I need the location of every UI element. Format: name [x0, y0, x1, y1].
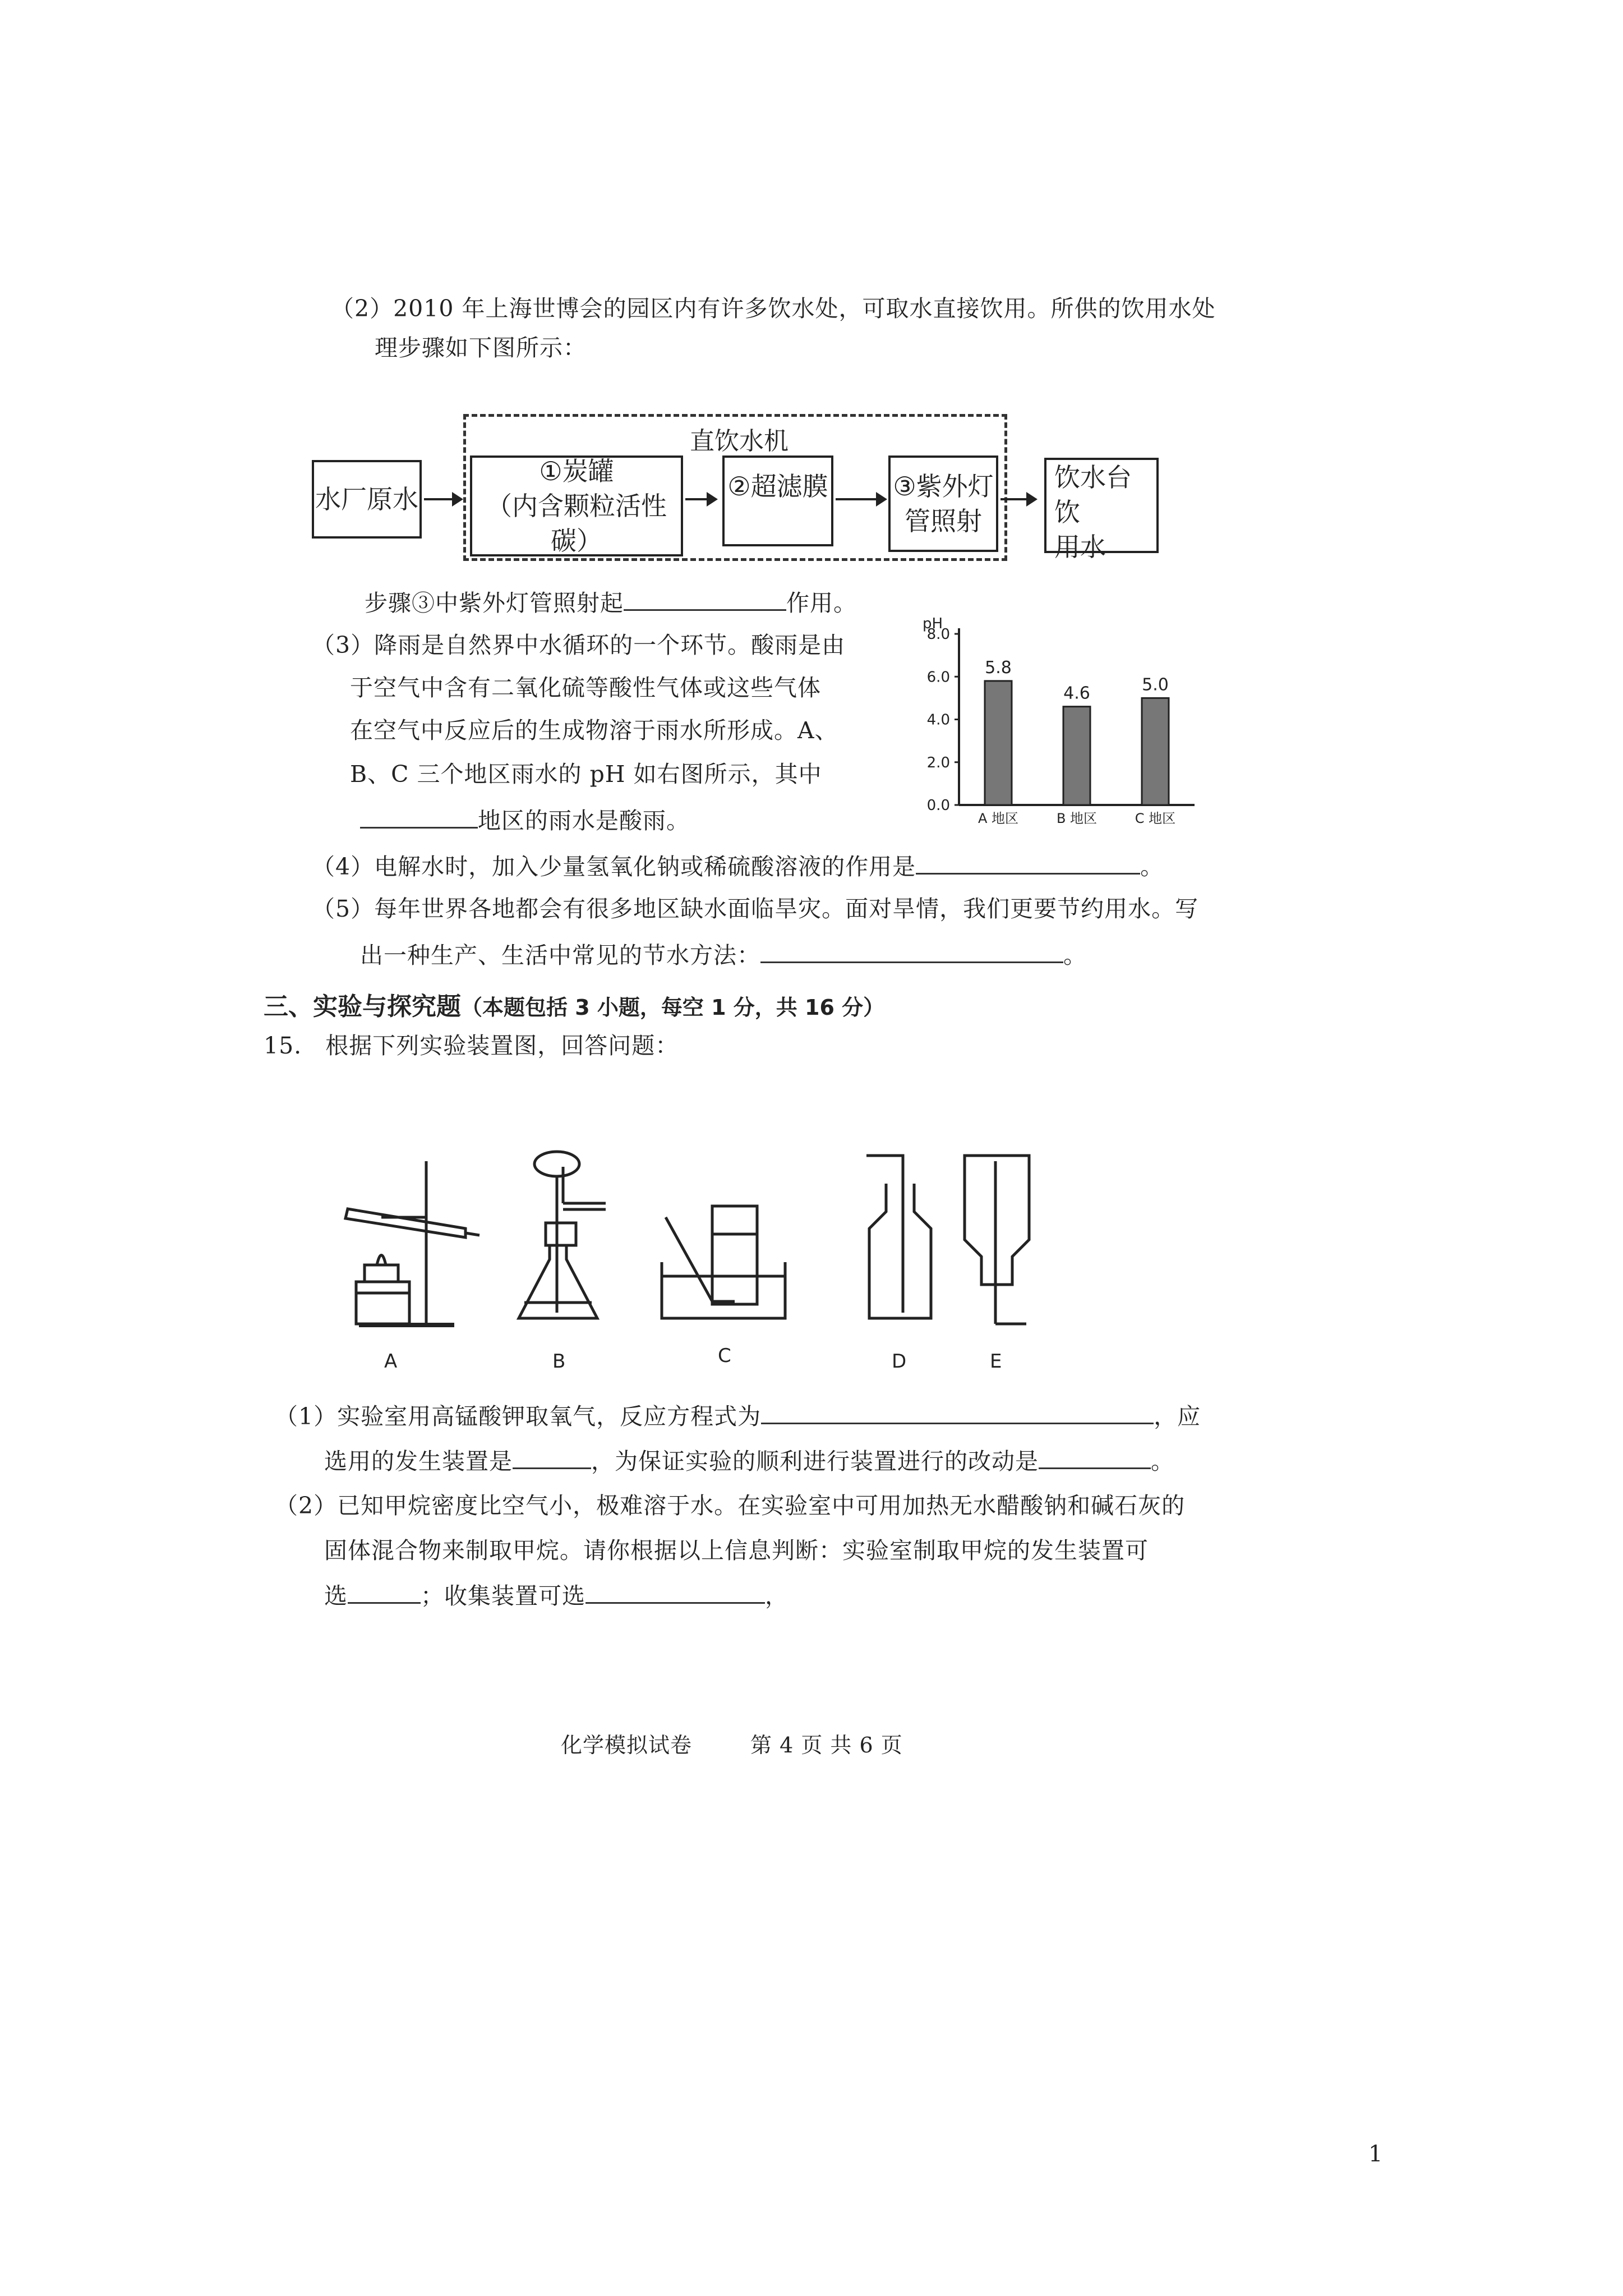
section3-heading [264, 986, 884, 1022]
q14-acid-rain-blank[interactable] [360, 808, 478, 829]
y-axis-label: pH [923, 615, 943, 632]
flow-step3-box [888, 455, 998, 552]
y-tick-label: 4.0 [926, 711, 950, 729]
q14-part4-prefix: （4）电解水时，加入少量氢氧化钠或稀硫酸溶液的作用是 [312, 853, 916, 880]
machine-label: 直饮水机 [690, 427, 789, 455]
apparatus-a [345, 1161, 479, 1325]
q14-part3-line1: （3）降雨是自然界中水循环的一个环节。酸雨是由 [312, 632, 846, 659]
q15-part2-line3-a: 选 [324, 1582, 348, 1609]
q14-step3-question [365, 590, 857, 615]
footer-exam-name: 化学模拟试卷 [561, 1733, 693, 1757]
bar-value-label: 4.6 [1063, 683, 1090, 703]
q15-methane-generator-blank[interactable] [348, 1583, 421, 1604]
q14-part5-line2 [360, 942, 1087, 967]
flow-step2-box [722, 455, 833, 546]
flow-step2-label: ②超滤膜 [727, 471, 828, 501]
x-tick-label: B 地区 [1056, 811, 1098, 826]
bar [1063, 707, 1090, 805]
q15-part1-line2-b: ，为保证实验的顺利进行装置进行的改动是 [591, 1448, 1039, 1475]
q14-part5-suffix: 。 [1063, 942, 1087, 969]
q15-part1-suffix: ，应 [1154, 1403, 1201, 1430]
q14-part2-line2: 理步骤如下图所示： [375, 334, 587, 361]
flow-output-line2: 用水 [1054, 532, 1106, 563]
q15-part1-line1 [275, 1404, 1201, 1428]
flow-source-label: 水厂原水 [315, 484, 418, 514]
q15-part1-line2 [324, 1448, 1174, 1473]
flow-arrow-4 [1000, 498, 1035, 500]
bar [985, 681, 1012, 805]
ph-bar-chart [897, 583, 1211, 836]
apparatus-label-b: B [552, 1350, 566, 1373]
q14-part3-line5-suffix: 地区的雨水是酸雨。 [478, 807, 690, 834]
q15-part2-line2: 固体混合物来制取甲烷。请你根据以上信息判断：实验室制取甲烷的发生装置可 [324, 1537, 1149, 1564]
apparatus-label-d: D [892, 1350, 907, 1373]
flow-source-box [312, 460, 422, 539]
section3-title: 三、实验与探究题 [264, 992, 461, 1021]
q15-generator-blank[interactable] [513, 1448, 591, 1469]
q14-part4-suffix: 。 [1140, 853, 1164, 880]
x-tick-label: A 地区 [978, 811, 1019, 826]
q14-part2-line1: （2）2010 年上海世博会的园区内有许多饮水处，可取水直接饮用。所供的饮用水处 [331, 295, 1216, 322]
apparatus-e [965, 1156, 1029, 1324]
apparatus-b [519, 1152, 606, 1318]
q15-equation-blank[interactable] [761, 1404, 1154, 1424]
q15-part1-prefix: （1）实验室用高锰酸钾取氧气，反应方程式为 [275, 1403, 762, 1430]
q14-part5-blank[interactable] [760, 942, 1063, 963]
q14-part3-line3: 在空气中反应后的生成物溶于雨水所形成。A、 [350, 717, 838, 744]
flow-output-box [1044, 458, 1159, 563]
q15-part1-line2-c: 。 [1151, 1448, 1174, 1475]
flow-step1-box [470, 455, 683, 556]
bar-value-label: 5.8 [985, 657, 1012, 678]
q14-step3-suffix: 作用。 [786, 590, 857, 616]
apparatus-label-e: E [990, 1350, 1002, 1373]
q14-step3-blank[interactable] [624, 590, 786, 611]
y-tick-label: 6.0 [926, 669, 950, 686]
y-tick-label: 8.0 [926, 626, 950, 643]
q14-part5-line1: （5）每年世界各地都会有很多地区缺水面临旱灾。面对旱情，我们更要节约用水。写 [312, 895, 1199, 922]
y-tick-label: 0.0 [926, 797, 950, 814]
flow-step1-line2: （内含颗粒活性碳） [486, 490, 667, 556]
lab-apparatus-figure [325, 1150, 1110, 1374]
q15-stem: 15. 根据下列实验装置图，回答问题： [264, 1032, 679, 1059]
q15-part2-line1: （2）已知甲烷密度比空气小，极难溶于水。在实验室中可用加热无水醋酸钠和碱石灰的 [275, 1492, 1186, 1519]
page-number: 1 [1368, 2141, 1384, 2167]
q14-step3-prefix: 步骤③中紫外灯管照射起 [365, 590, 624, 616]
apparatus-label-a: A [384, 1350, 398, 1373]
bar-value-label: 5.0 [1142, 675, 1169, 695]
flow-arrow-2 [685, 498, 716, 500]
q15-modification-blank[interactable] [1039, 1448, 1151, 1469]
x-tick-label: C 地区 [1135, 811, 1176, 826]
footer-page-info: 第 4 页 共 6 页 [750, 1733, 903, 1757]
bar [1142, 698, 1169, 805]
q14-part4 [312, 854, 1164, 878]
q14-part3-line4: B、C 三个地区雨水的 pH 如右图所示，其中 [350, 761, 822, 788]
apparatus-c [662, 1206, 785, 1318]
flow-arrow-3 [836, 498, 885, 500]
q15-methane-collector-blank[interactable] [585, 1583, 765, 1604]
q14-part3-line2: 于空气中含有二氧化硫等酸性气体或这些气体 [350, 674, 821, 701]
flow-output-line1: 饮水台饮 [1054, 462, 1132, 528]
q15-part2-line3-b: ；收集装置可选 [421, 1582, 585, 1609]
q15-part1-line2-a: 选用的发生装置是 [324, 1448, 513, 1475]
q14-part3-line5 [360, 808, 690, 832]
apparatus-label-c: C [718, 1345, 731, 1367]
q14-part5-prefix: 出一种生产、生活中常见的节水方法： [360, 942, 760, 969]
flow-step3-line1: ③紫外灯 [893, 471, 994, 501]
q15-part2-line3 [324, 1583, 789, 1608]
q14-part4-blank[interactable] [916, 854, 1140, 875]
flow-arrow-1 [424, 498, 461, 500]
section3-note: （本题包括 3 小题，每空 1 分，共 16 分） [461, 995, 885, 1020]
q15-part2-line3-c: ， [765, 1582, 789, 1609]
flow-step3-line2: 管照射 [905, 506, 982, 536]
y-tick-label: 2.0 [926, 754, 950, 771]
apparatus-d [866, 1156, 931, 1318]
flow-step1-line1: ①炭罐 [539, 455, 614, 486]
